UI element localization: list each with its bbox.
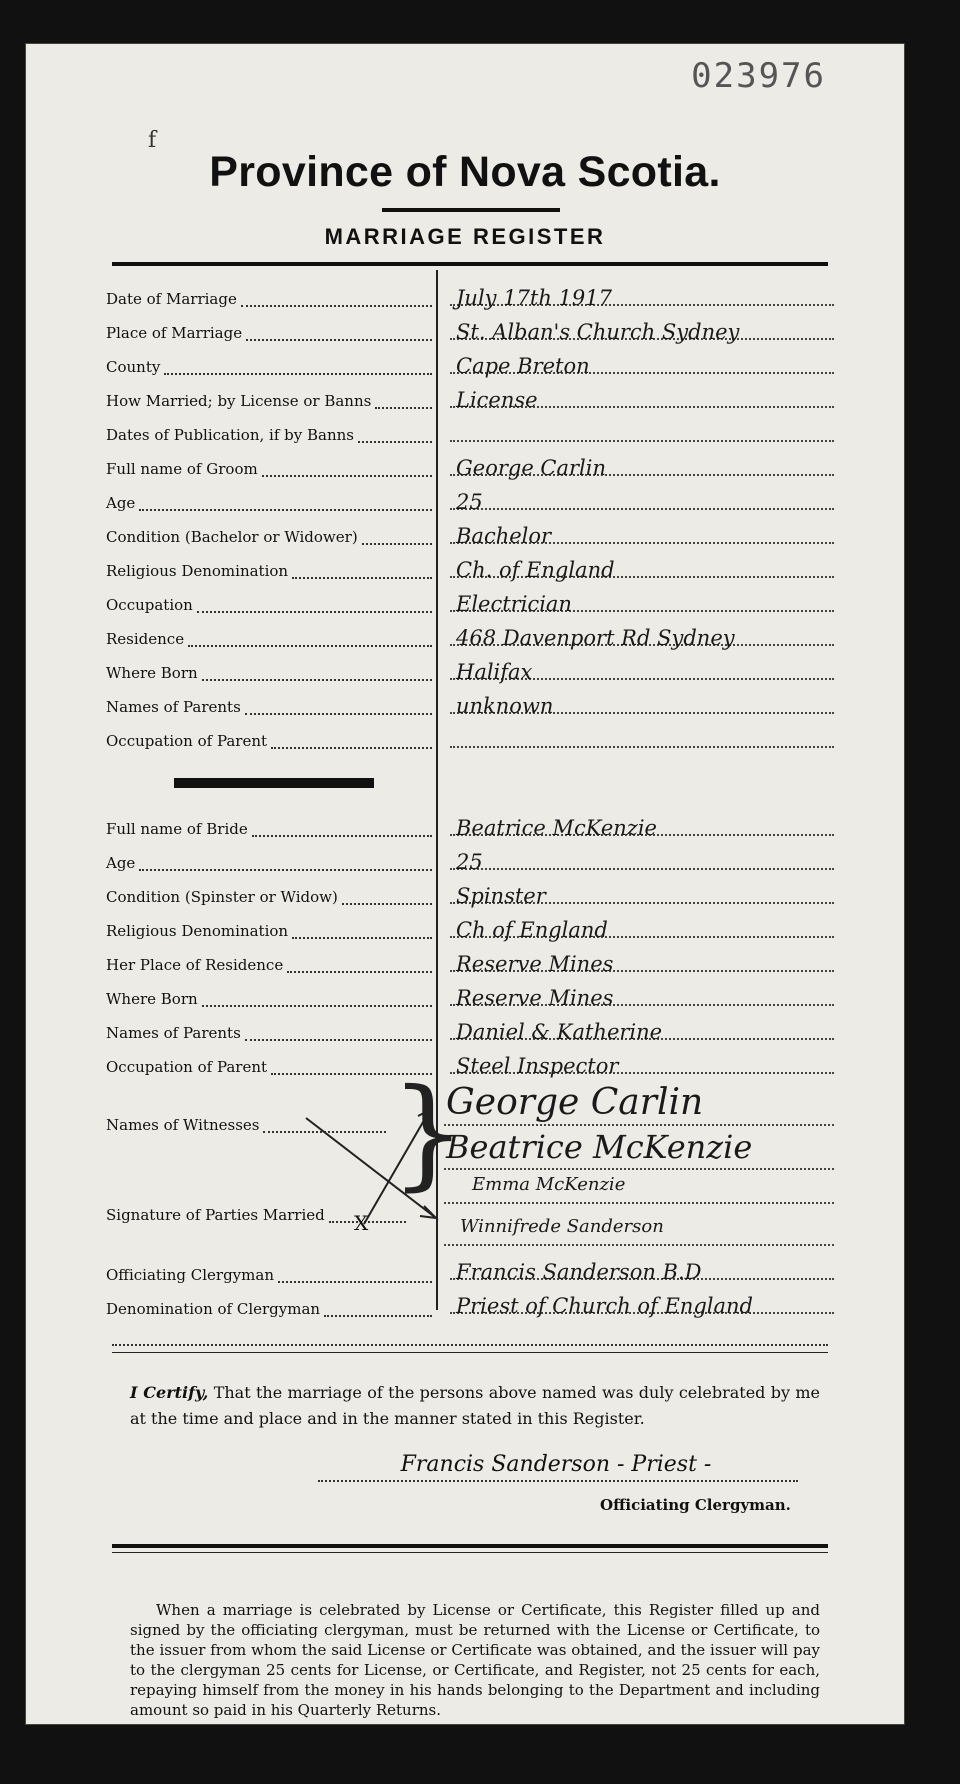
- value-groom-parent-occupation: [444, 722, 834, 752]
- field-parties-signature: Signature of Parties Married: [106, 1200, 406, 1230]
- field-groom-occupation: Occupation: [106, 590, 432, 620]
- value-bride-name: Beatrice McKenzie: [444, 810, 834, 840]
- clergy-signature: Francis Sanderson - Priest -: [400, 1452, 712, 1477]
- section-separator-bar: [174, 778, 374, 788]
- section-divider: [112, 1344, 828, 1346]
- value-officiating-clergyman: Francis Sanderson B.D: [444, 1254, 834, 1284]
- field-groom-religion: Religious Denomination: [106, 556, 432, 586]
- value-bride-age: 25: [444, 844, 834, 874]
- signature-groom: George Carlin: [446, 1082, 704, 1123]
- value-bride-where-born: Reserve Mines: [444, 980, 834, 1010]
- field-groom-residence: Residence: [106, 624, 432, 654]
- certification-statement: [130, 1380, 820, 1432]
- field-bride-where-born: Where Born: [106, 984, 432, 1014]
- field-groom-where-born: Where Born: [106, 658, 432, 688]
- value-groom-condition: Bachelor: [444, 518, 834, 548]
- value-groom-age: 25: [444, 484, 834, 514]
- value-date-of-marriage: July 17th 1917: [444, 280, 834, 310]
- register-subtitle: MARRIAGE REGISTER: [324, 224, 606, 249]
- value-groom-occupation: Electrician: [444, 586, 834, 616]
- signature-witness-1: Emma McKenzie: [472, 1174, 626, 1195]
- footer-rule: [112, 1544, 828, 1548]
- signature-line: [444, 1202, 834, 1204]
- svg-text:X: X: [354, 1211, 369, 1235]
- field-bride-condition: Condition (Spinster or Widow): [106, 882, 432, 912]
- value-place-of-marriage: St. Alban's Church Sydney: [444, 314, 834, 344]
- certify-lead: I Certify,: [130, 1383, 209, 1402]
- certify-text: That the marriage of the persons above named was duly celebrated by me at the time and place and in the manner stated in this Register.: [130, 1383, 820, 1428]
- value-bride-parents: Daniel & Katherine: [444, 1014, 834, 1044]
- value-bride-residence: Reserve Mines: [444, 946, 834, 976]
- signature-witness-2: Winnifrede Sanderson: [460, 1216, 664, 1237]
- header-rule: [112, 262, 828, 266]
- register-form: [26, 44, 904, 1771]
- value-bride-parent-occupation: Steel Inspector: [444, 1048, 834, 1078]
- field-groom-condition: Condition (Bachelor or Widower): [106, 522, 432, 552]
- value-bride-condition: Spinster: [444, 878, 834, 908]
- value-how-married: License: [444, 382, 834, 412]
- field-groom-parents: Names of Parents: [106, 692, 432, 722]
- value-bride-religion: Ch of England: [444, 912, 834, 942]
- title-rule: [382, 208, 560, 212]
- field-witnesses: Names of Witnesses: [106, 1110, 386, 1140]
- value-groom-parents: unknown: [444, 688, 834, 718]
- clergy-signature-label: Officiating Clergyman.: [600, 1496, 791, 1514]
- footer-rule: [112, 1552, 828, 1553]
- signature-line: [444, 1168, 834, 1170]
- field-groom-name: Full name of Groom: [106, 454, 432, 484]
- field-bride-parents: Names of Parents: [106, 1018, 432, 1048]
- witness-arrows: [306, 1104, 456, 1234]
- value-groom-where-born: Halifax: [444, 654, 834, 684]
- signature-line: [318, 1480, 798, 1482]
- instructions-paragraph: Issuers must return all Licenses, Certificates, Affidavits and Registers to the Provincial Secretary's Office, with their Quarterly Accounts.: [130, 1733, 820, 1771]
- value-county: Cape Breton: [444, 348, 834, 378]
- section-divider: [112, 1352, 828, 1353]
- blank-dash: [516, 434, 572, 436]
- signature-line: [444, 1244, 834, 1246]
- field-how-married: How Married; by License or Banns: [106, 386, 432, 416]
- serial-number: 023976: [691, 56, 826, 96]
- margin-mark: f: [148, 128, 157, 153]
- field-bride-name: Full name of Bride: [106, 814, 432, 844]
- page-title: Province of Nova Scotia.: [209, 148, 721, 196]
- field-dates-of-publication: Dates of Publication, if by Banns: [106, 420, 432, 450]
- field-bride-residence: Her Place of Residence: [106, 950, 432, 980]
- signature-bride: Beatrice McKenzie: [446, 1128, 753, 1166]
- value-groom-religion: Ch. of England: [444, 552, 834, 582]
- field-clergy-denomination: Denomination of Clergyman: [106, 1294, 432, 1324]
- value-groom-residence: 468 Davenport Rd Sydney: [444, 620, 834, 650]
- value-groom-name: George Carlin: [444, 450, 834, 480]
- field-groom-parent-occupation: Occupation of Parent: [106, 726, 432, 756]
- field-bride-age: Age: [106, 848, 432, 878]
- field-officiating-clergyman: Officiating Clergyman: [106, 1260, 432, 1290]
- field-county: County: [106, 352, 432, 382]
- field-bride-religion: Religious Denomination: [106, 916, 432, 946]
- field-bride-parent-occupation: Occupation of Parent: [106, 1052, 432, 1082]
- field-date-of-marriage: Date of Marriage: [106, 284, 432, 314]
- instructions: [130, 1600, 820, 1784]
- instructions-paragraph: When a marriage is celebrated by License or Certificate, this Register filled up and signed by the officiating clergyman, must be returned with the License or Certificate, to the issuer from whom the said License or Certificate was obtained, and the issuer will pay to the clergyman 25 cents for License, or Certificate, and Register, not 25 cents for each, repaying himself from the money in his hands belonging to the Department and including amount so paid in his Quarterly Returns.: [130, 1601, 820, 1719]
- value-clergy-denomination: Priest of Church of England: [444, 1288, 834, 1318]
- witness-brace: }: [390, 1064, 467, 1203]
- blank-dash: [516, 740, 572, 742]
- field-groom-age: Age: [106, 488, 432, 518]
- value-dates-of-publication: [444, 416, 834, 446]
- field-place-of-marriage: Place of Marriage: [106, 318, 432, 348]
- signature-line: [444, 1124, 834, 1126]
